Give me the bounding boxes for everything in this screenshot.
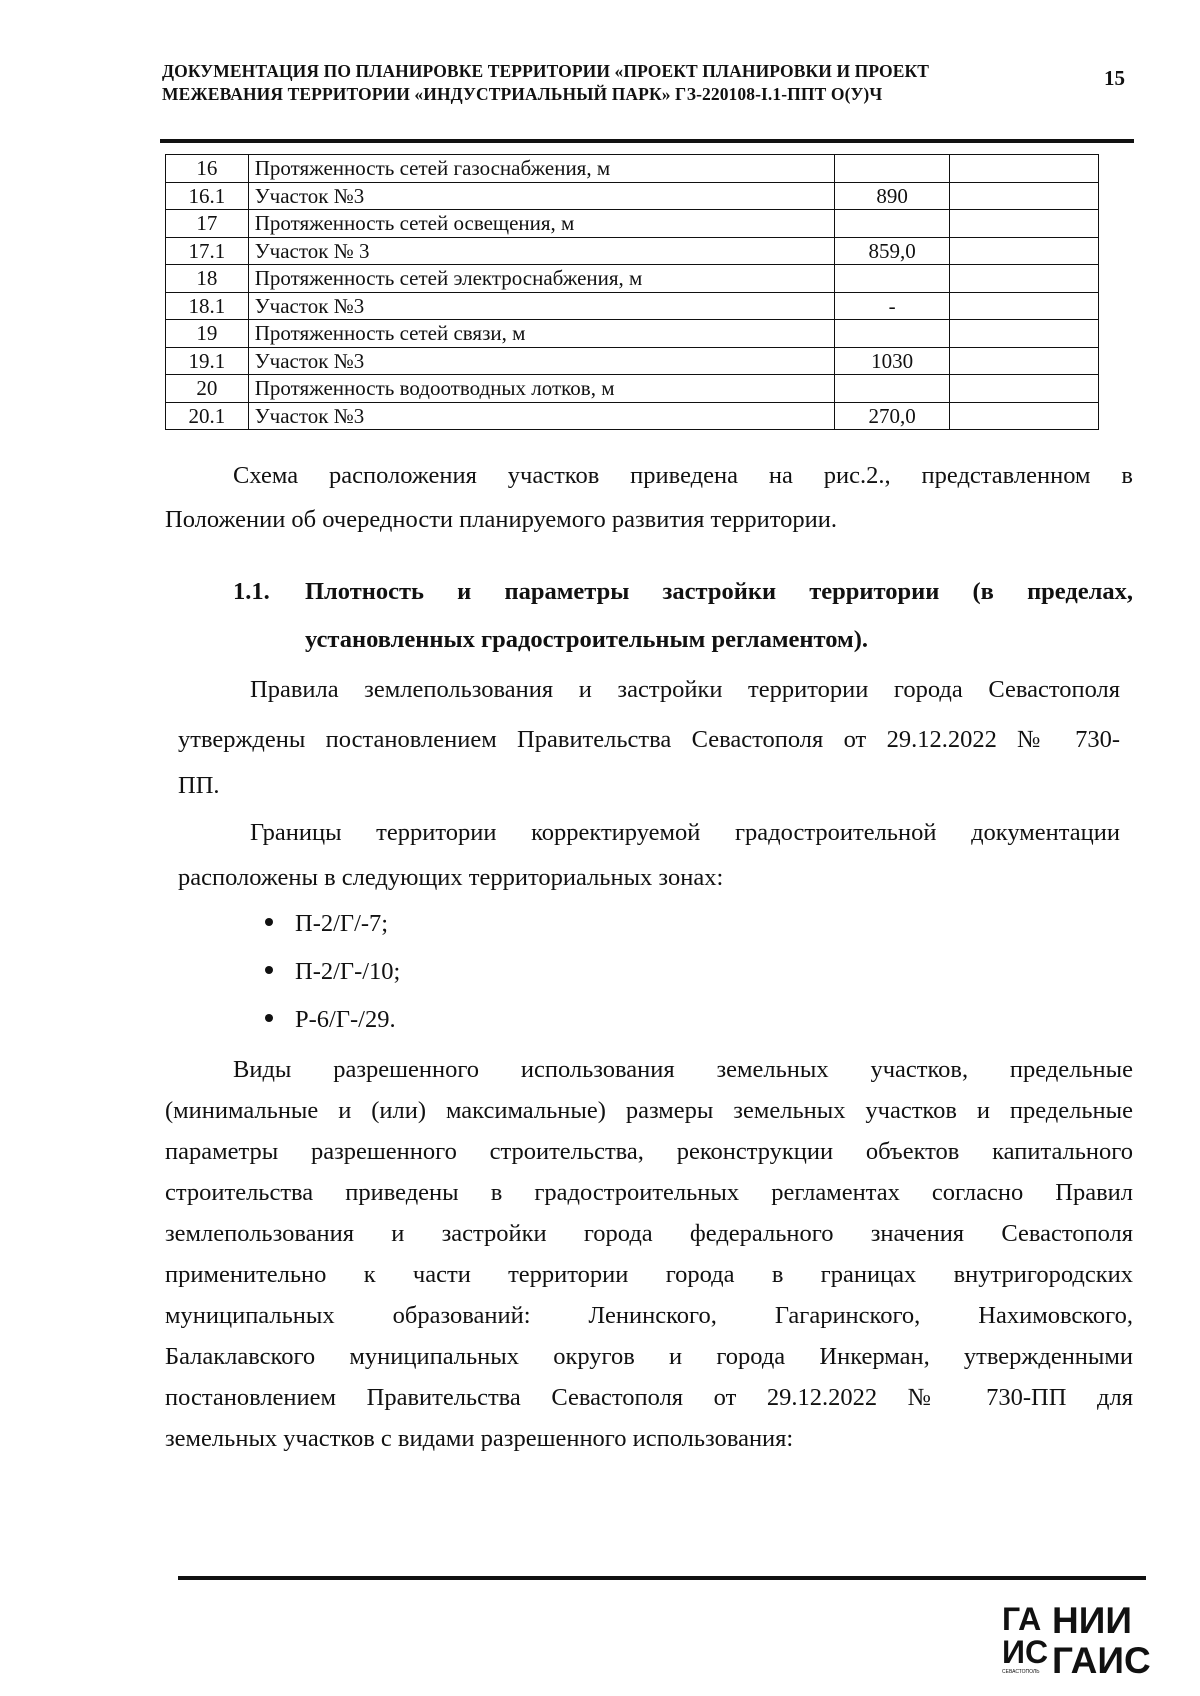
row-value [835, 320, 949, 348]
zone-code: П-2/Г-/10; [295, 958, 401, 985]
row-extra [949, 292, 1098, 320]
row-extra [949, 210, 1098, 238]
row-value [835, 155, 949, 183]
zone-code: Р-6/Г-/29. [295, 1006, 396, 1033]
row-extra [949, 320, 1098, 348]
row-extra [949, 347, 1098, 375]
page-number: 15 [1104, 66, 1125, 90]
row-extra [949, 402, 1098, 430]
table-row [166, 237, 1099, 265]
row-value: - [835, 292, 949, 320]
row-extra [949, 182, 1098, 210]
row-number: 16.1 [166, 182, 249, 210]
row-number: 17.1 [166, 237, 249, 265]
header-divider [160, 139, 1134, 143]
parameters-table [165, 154, 1099, 430]
row-extra [949, 375, 1098, 403]
row-number: 20 [166, 375, 249, 403]
row-name: Протяженность сетей освещения, м [248, 210, 835, 238]
row-name: Протяженность сетей газоснабжения, м [248, 155, 835, 183]
row-number: 17 [166, 210, 249, 238]
row-name: Протяженность сетей электроснабжения, м [248, 265, 835, 293]
paragraph-4-line-2: (минимальные и (или) максимальные) размеры земельных участков и предельные [165, 1097, 1133, 1124]
zone-list-item [265, 910, 388, 938]
header-line-2: МЕЖЕВАНИЯ ТЕРРИТОРИИ «ИНДУСТРИАЛЬНЫЙ ПАРК» ГЗ-220108-I.1-ППТ О(У)Ч [162, 84, 883, 104]
paragraph-2-line-1: Правила землепользования и застройки территории города Севастополя [250, 676, 1120, 703]
table-row [166, 155, 1099, 183]
zone-list-item [265, 1006, 396, 1034]
section-title-line-1: Плотность и параметры застройки территории (в пределах, [305, 578, 1133, 605]
row-value [835, 375, 949, 403]
paragraph-4-line-4: строительства приведены в градостроительных регламентах согласно Правил [165, 1179, 1133, 1206]
paragraph-4-line-7: муниципальных образований: Ленинского, Гагаринского, Нахимовского, [165, 1302, 1133, 1329]
section-number: 1.1. [233, 578, 270, 605]
row-name: Участок №3 [248, 402, 835, 430]
logo-small-text: СЕВАСТОПОЛЬ [1002, 1669, 1040, 1675]
row-extra [949, 265, 1098, 293]
paragraph-4-line-9: постановлением Правительства Севастополя от 29.12.2022 № 730-ПП для [165, 1384, 1133, 1411]
paragraph-4-line-3: параметры разрешенного строительства, реконструкции объектов капитального [165, 1138, 1133, 1165]
row-value [835, 210, 949, 238]
table-row [166, 182, 1099, 210]
row-number: 18.1 [166, 292, 249, 320]
row-number: 20.1 [166, 402, 249, 430]
paragraph-4-line-8: Балаклавского муниципальных округов и города Инкерман, утвержденными [165, 1343, 1133, 1370]
table-row [166, 347, 1099, 375]
table-row [166, 210, 1099, 238]
logo-right-bottom: ГАИС [1052, 1640, 1151, 1677]
paragraph-2-line-3: ПП. [178, 772, 220, 799]
zone-code: П-2/Г/-7; [295, 910, 389, 937]
row-value: 859,0 [835, 237, 949, 265]
row-name: Участок № 3 [248, 237, 835, 265]
row-name: Участок №3 [248, 347, 835, 375]
paragraph-4-line-10: земельных участков с видами разрешенного использования: [165, 1425, 794, 1452]
table-row [166, 265, 1099, 293]
row-extra [949, 155, 1098, 183]
table-row [166, 320, 1099, 348]
row-number: 19 [166, 320, 249, 348]
logo-left-top: ГА [1002, 1601, 1042, 1637]
paragraph-4-line-6: применительно к части территории города в границах внутригородских [165, 1261, 1133, 1288]
paragraph-4-line-1: Виды разрешенного использования земельных участков, предельные [233, 1056, 1133, 1083]
paragraph-1-line-1: Схема расположения участков приведена на рис.2., представленном в [233, 462, 1133, 489]
row-value: 270,0 [835, 402, 949, 430]
row-value: 1030 [835, 347, 949, 375]
bullet-icon [265, 966, 273, 974]
row-name: Протяженность водоотводных лотков, м [248, 375, 835, 403]
row-name: Протяженность сетей связи, м [248, 320, 835, 348]
document-header [162, 60, 1042, 106]
bullet-icon [265, 918, 273, 926]
row-extra [949, 237, 1098, 265]
row-number: 16 [166, 155, 249, 183]
paragraph-4-line-5: землепользования и застройки города федерального значения Севастополя [165, 1220, 1133, 1247]
paragraph-3-line-1: Границы территории корректируемой градостроительной документации [250, 819, 1120, 846]
row-value [835, 265, 949, 293]
logo-right-top: НИИ [1052, 1600, 1132, 1641]
paragraph-1-line-2: Положении об очередности планируемого развития территории. [165, 506, 837, 533]
niigais-logo [1002, 1597, 1162, 1677]
zone-list-item [265, 958, 400, 986]
row-name: Участок №3 [248, 292, 835, 320]
paragraph-2-line-2: утверждены постановлением Правительства Севастополя от 29.12.2022 № 730- [178, 726, 1120, 753]
table-row [166, 402, 1099, 430]
row-value: 890 [835, 182, 949, 210]
row-name: Участок №3 [248, 182, 835, 210]
paragraph-3-line-2: расположены в следующих территориальных зонах: [178, 864, 724, 891]
table-row [166, 375, 1099, 403]
section-title-line-2: установленных градостроительным регламентом). [305, 626, 869, 653]
footer-divider [178, 1576, 1146, 1580]
bullet-icon [265, 1014, 273, 1022]
table-row [166, 292, 1099, 320]
header-line-1: ДОКУМЕНТАЦИЯ ПО ПЛАНИРОВКЕ ТЕРРИТОРИИ «ПРОЕКТ ПЛАНИРОВКИ И ПРОЕКТ [162, 61, 930, 81]
logo-left-bottom: ИС [1002, 1634, 1049, 1670]
row-number: 19.1 [166, 347, 249, 375]
row-number: 18 [166, 265, 249, 293]
